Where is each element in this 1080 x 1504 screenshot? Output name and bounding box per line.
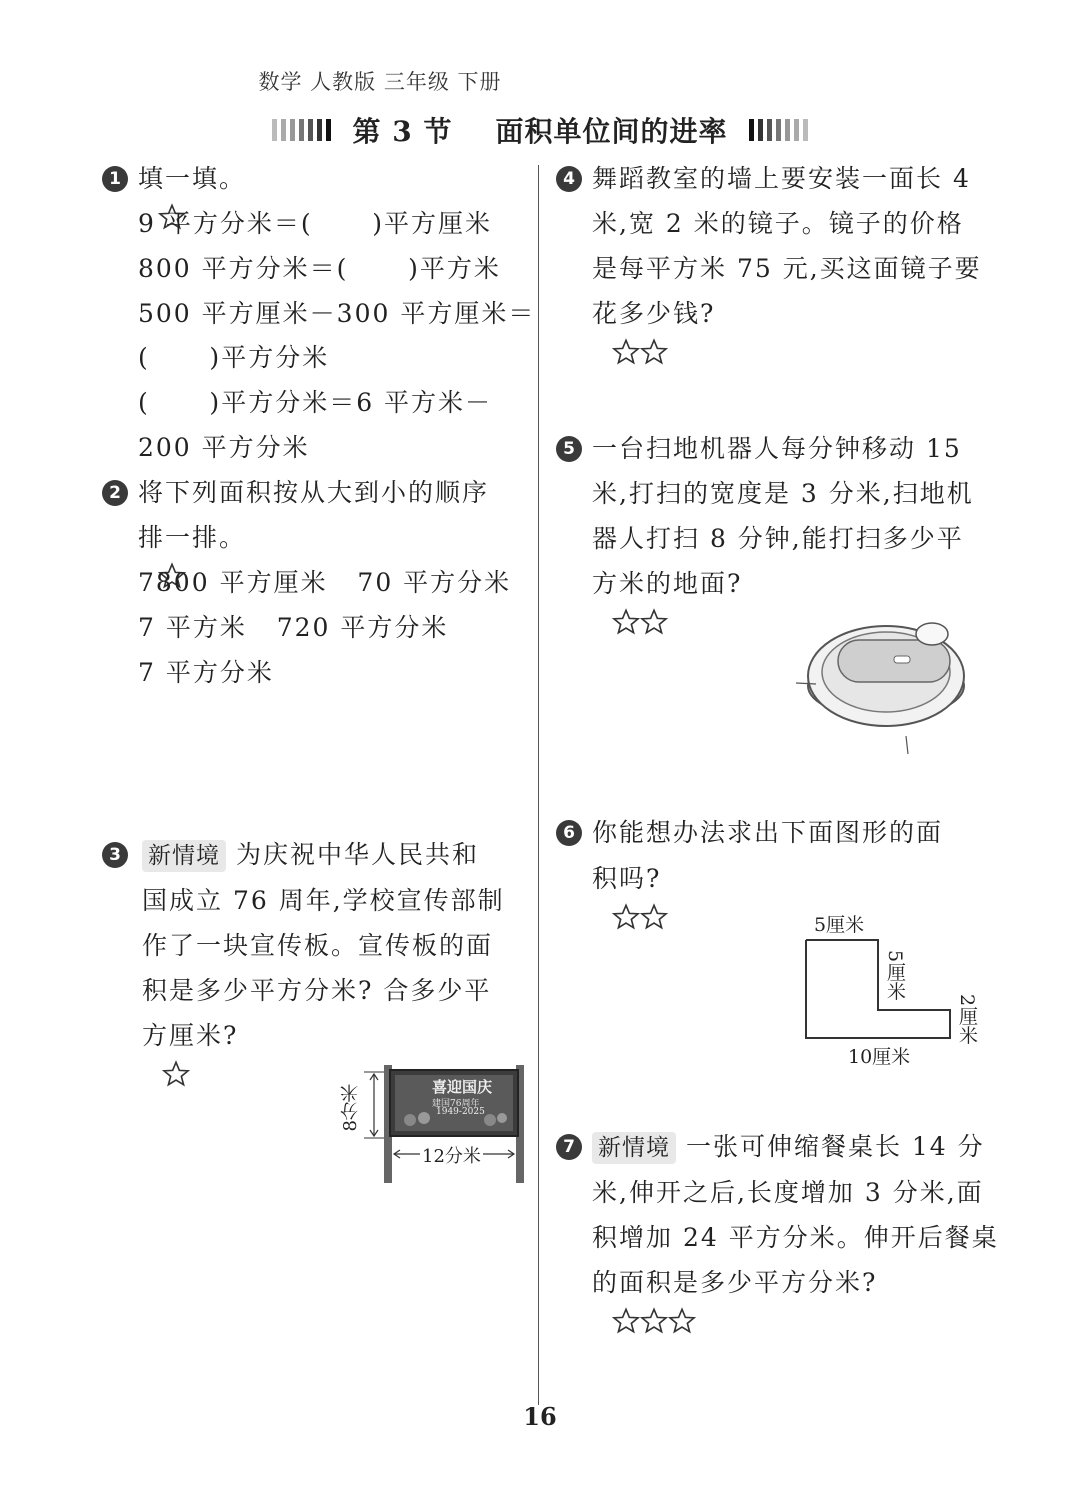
question-number-3: 3 — [102, 842, 128, 868]
q2-line-3: 7800 平方厘米 70 平方分米 — [138, 568, 512, 597]
q6-line-2: 积吗? — [592, 861, 668, 933]
q1-line-7: 200 平方分米 — [138, 433, 310, 462]
star-icon — [612, 338, 640, 366]
question-number-1: 1 — [102, 166, 128, 192]
q2-line-4: 7 平方米 720 平方分米 — [138, 613, 449, 642]
question-number-4: 4 — [556, 166, 582, 192]
star-icon — [640, 903, 668, 931]
q5-line-3: 器人打扫 8 分钟,能打扫多少平 — [592, 524, 964, 553]
poster-subtitle-1: 建国76周年 — [432, 1099, 480, 1109]
question-number-2: 2 — [102, 480, 128, 506]
right-stripes-decoration — [749, 119, 808, 141]
star-icon — [162, 1060, 190, 1088]
right-height-label: 2厘米 — [956, 994, 978, 1045]
q2-line-5: 7 平方分米 — [138, 658, 274, 687]
star-icon — [640, 338, 668, 366]
q4-line-2: 米,宽 2 米的镜子。镜子的价格 — [592, 209, 964, 238]
q4-line-3: 是每平方米 75 元,买这面镜子要 — [592, 254, 982, 283]
board-width-label: 12分米 — [420, 1142, 483, 1168]
q1-line-5: ( )平方分米 — [138, 343, 330, 372]
page-number: 16 — [523, 1402, 557, 1431]
q4-line-4: 花多少钱? — [592, 296, 715, 368]
q3-line-4: 积是多少平方分米? 合多少平 — [142, 976, 492, 1005]
q2-line-1: 将下列面积按从大到小的顺序 — [138, 478, 490, 507]
q7-line-1: 新情境 一张可伸缩餐桌长 14 分 — [592, 1129, 985, 1165]
star-icon — [612, 1307, 640, 1335]
new-scenario-tag: 新情境 — [142, 840, 226, 872]
star-icon — [668, 1307, 696, 1335]
q5-line-2: 米,打扫的宽度是 3 分米,扫地机 — [592, 479, 974, 508]
l-shape-figure — [796, 906, 986, 1076]
q6-line-1: 你能想办法求出下面图形的面 — [592, 818, 944, 847]
q5-line-4: 方米的地面? — [592, 566, 742, 638]
bottom-length-label: 10厘米 — [848, 1046, 911, 1068]
poster-subtitle-2: 1949-2025 — [436, 1107, 485, 1117]
star-icon — [612, 903, 640, 931]
q5-line-1: 一台扫地机器人每分钟移动 15 — [592, 434, 962, 463]
robot-vacuum-image — [790, 608, 980, 758]
q7-line-4: 的面积是多少平方分米? — [592, 1265, 877, 1337]
star-icon — [612, 608, 640, 636]
q2-line-2: 排一排。 — [138, 520, 246, 592]
q7-line-2: 米,伸开之后,长度增加 3 分米,面 — [592, 1178, 984, 1207]
q1-line-1: 填一填。 — [138, 161, 246, 233]
star-icon — [640, 1307, 668, 1335]
q3-line-5: 方厘米? — [142, 1018, 238, 1090]
q1-line-6: ( )平方分米＝6 平方米－ — [138, 388, 493, 417]
q3-line-3: 作了一块宣传板。宣传板的面 — [142, 931, 494, 960]
left-stripes-decoration — [272, 119, 331, 141]
q1-line-3: 800 平方分米＝( )平方米 — [138, 254, 501, 283]
new-scenario-tag: 新情境 — [592, 1132, 676, 1164]
star-icon — [640, 608, 668, 636]
q4-line-1: 舞蹈教室的墙上要安装一面长 4 — [592, 164, 971, 193]
board-height-label: 8分米 — [340, 1084, 361, 1132]
q1-line-4: 500 平方厘米－300 平方厘米＝ — [138, 299, 536, 328]
q3-line-1: 新情境 为庆祝中华人民共和 — [142, 837, 479, 873]
question-number-6: 6 — [556, 820, 582, 846]
inner-height-label: 5厘米 — [884, 950, 906, 1001]
column-divider — [538, 165, 539, 1405]
book-header: 数学 人教版 三年级 下册 — [258, 70, 502, 94]
top-length-label: 5厘米 — [814, 914, 865, 936]
section-title-row — [0, 108, 1080, 152]
q7-line-3: 积增加 24 平方分米。伸开后餐桌 — [592, 1223, 999, 1252]
q1-line-2: 9 平方分米＝( )平方厘米 — [138, 209, 493, 238]
q3-line-2: 国成立 76 周年,学校宣传部制 — [142, 886, 505, 915]
poster-title: 喜迎国庆 — [432, 1078, 493, 1096]
section-title: 第 3 节 面积单位间的进率 — [352, 115, 728, 148]
question-number-7: 7 — [556, 1134, 582, 1160]
question-number-5: 5 — [556, 436, 582, 462]
bulletin-board-figure — [340, 1062, 530, 1187]
